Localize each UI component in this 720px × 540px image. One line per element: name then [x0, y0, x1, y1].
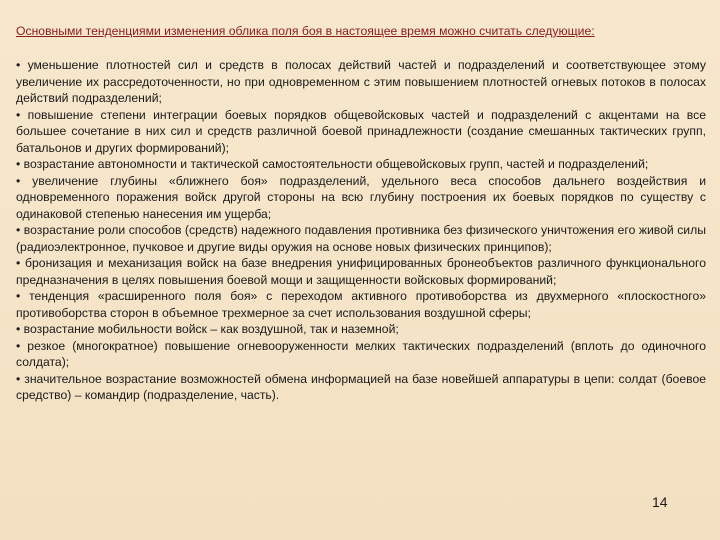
page-number: 14: [652, 494, 668, 510]
list-item: • повышение степени интеграции боевых порядков общевойсковых частей и подразделений с акцентами на все большее сочетание в них сил и средств различной боевой принадлежности (создание смешанных тактических групп, батальонов и других формирований);: [16, 107, 706, 155]
list-item: • возрастание мобильности войск – как воздушной, так и наземной;: [16, 322, 399, 336]
list-item: • уменьшение плотностей сил и средств в полосах действий частей и подразделений и соответствующее этому увеличение их рассредоточенности, но при одновременном с этим повышением плотностей огневых потоков в полосах действий подразделений;: [16, 58, 706, 105]
list-item: • возрастание роли способов (средств) надежного подавления противника без физического уничтожения его живой силы (радиоэлектронное, пучковое и другие виды оружия на основе новых физических принципов);: [16, 223, 706, 254]
list-item: • возрастание автономности и тактической самостоятельности общевойсковых групп, частей и подразделений;: [16, 157, 649, 171]
list-item: • тенденция «расширенного поля боя» с переходом активного противоборства из двухмерного «плоскостного» противоборства сторон в объемное трехмерное за счет использования воздушной сферы;: [16, 289, 706, 320]
list-item: • резкое (многократное) повышение огневооруженности мелких тактических подразделений (вплоть до одиночного солдата);: [16, 338, 706, 369]
trend-list: [16, 57, 706, 404]
list-item: • значительное возрастание возможностей обмена информацией на базе новейшей аппаратуры в цепи: солдат (боевое средство) – командир (подразделение, часть).: [16, 371, 706, 402]
list-item: • бронизация и механизация войск на базе внедрения унифицированных бронеобъектов различного функционального предназначения в целях повышения боевой мощи и защищенности войсковых формирований;: [16, 256, 706, 287]
slide-heading: Основными тенденциями изменения облика поля боя в настоящее время можно считать следующие:: [16, 24, 595, 38]
list-item: • увеличение глубины «ближнего боя» подразделений, удельного веса способов дальнего воздействия и одновременного поражения войск другой стороны на всю глубину построения их боевых порядков по существу с одинаковой степенью нанесения им ущерба;: [16, 173, 706, 221]
